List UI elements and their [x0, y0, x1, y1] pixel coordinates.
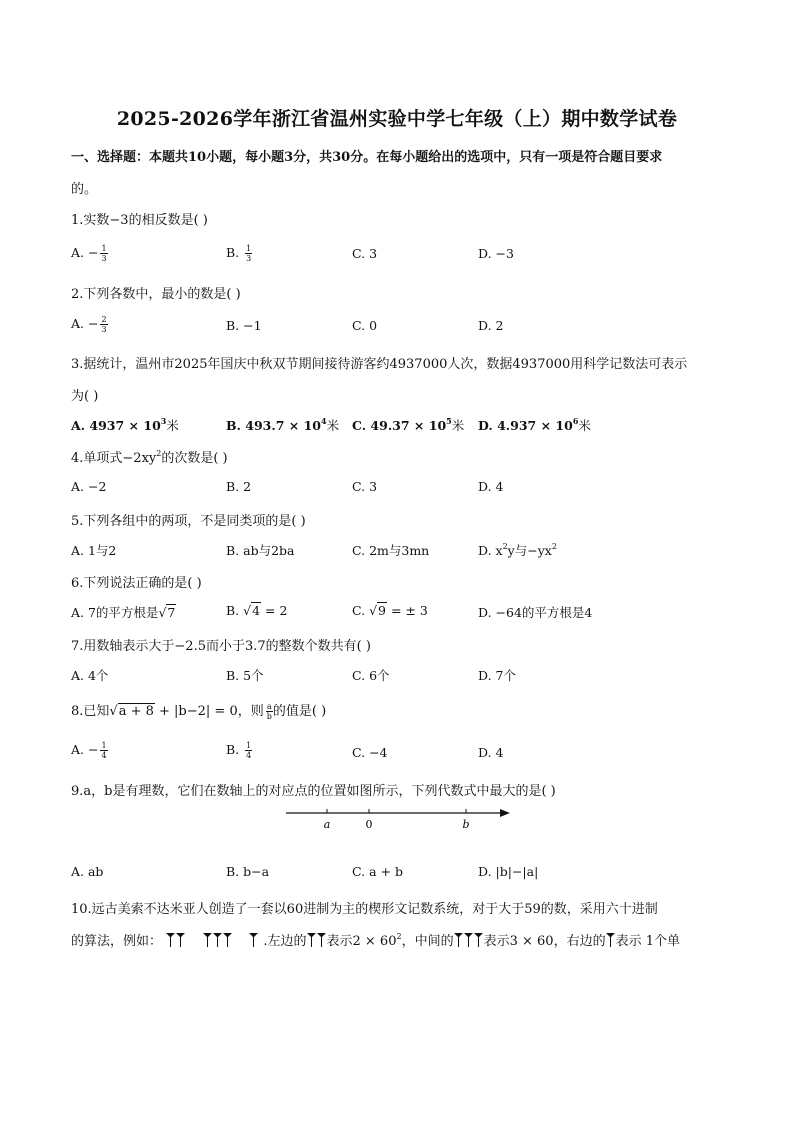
- question-5-option-c: C. 2m与3mn: [352, 543, 430, 558]
- section1-instructions-cont: 的。: [71, 182, 98, 197]
- question-5-stem: 5.下列各组中的两项，不是同类项的是( ): [71, 514, 306, 529]
- cuneiform-wedge-icon: [249, 933, 258, 947]
- label-zero: 0: [365, 818, 373, 831]
- cuneiform-wedge-icon: [223, 933, 232, 947]
- question-2-stem: 2.下列各数中，最小的数是( ): [71, 287, 241, 302]
- cuneiform-wedge-icon: [176, 933, 185, 947]
- cuneiform-wedge-icon: [464, 933, 473, 947]
- question-4-option-c: C. 3: [352, 479, 378, 494]
- page-title: 2025-2026学年浙江省温州实验中学七年级（上）期中数学试卷: [116, 108, 678, 130]
- cuneiform-wedge-icon: [606, 933, 615, 947]
- question-4-stem: 4.单项式$-2xy^2$的次数是( ): [71, 449, 228, 466]
- question-3-option-d: D. $4.937 \times 10^6$米: [478, 416, 591, 433]
- section1-instructions: 一、选择题：本题共10小题，每小题3分，共30分。在每小题给出的选项中，只有一项是符合题目要求: [71, 150, 663, 165]
- question-6-option-c: C. √9 = ± 3: [352, 603, 428, 618]
- cuneiform-wedge-icon: [317, 933, 326, 947]
- question-7-option-d: D. 7个: [478, 668, 516, 683]
- question-8-stem: 8.已知√a + 8 + |b−2| = 0，则 $\frac{a}{b}$ 的值是( ): [71, 702, 327, 721]
- question-4-option-a: A. −2: [71, 479, 107, 494]
- question-6-option-d: D. −64的平方根是4: [478, 605, 593, 620]
- question-4-option-b: B. 2: [226, 479, 252, 494]
- number-line-arrow-icon: [500, 809, 510, 817]
- cuneiform-wedge-icon: [166, 933, 175, 947]
- question-4-option-d: D. 4: [478, 479, 504, 494]
- question-7-option-a: A. 4个: [71, 668, 109, 683]
- question-5-option-d: D. $x^2y$与$-yx^2$: [478, 542, 557, 558]
- question-1-option-a: A. − $\frac{1}{3}$: [71, 244, 107, 263]
- question-9-option-b: B. b−a: [226, 864, 270, 879]
- label-b: b: [462, 818, 470, 831]
- question-3-option-a: A. $4937 \times 10^3$米: [71, 416, 179, 433]
- question-7-stem: 7.用数轴表示大于−2.5而小于3.7的整数个数共有( ): [71, 639, 371, 654]
- cuneiform-wedge-icon: [213, 933, 222, 947]
- question-5-option-a: A. 1与2: [71, 543, 117, 558]
- question-2-option-a: A. − $\frac{2}{3}$: [71, 315, 107, 334]
- question-2-option-b: B. −1: [226, 318, 262, 333]
- question-3-option-b: B. $493.7 \times 10^4$米: [226, 416, 340, 433]
- cuneiform-example: [166, 934, 263, 949]
- question-1-option-c: C. 3: [352, 246, 378, 261]
- question-2-option-c: C. 0: [352, 318, 378, 333]
- question-3-stem: 3.据统计，温州市2025年国庆中秋双节期间接待游客约4937000人次，数据4937000用科学记数法可表示: [71, 357, 688, 372]
- question-8-option-a: A. − $\frac{1}{4}$: [71, 741, 107, 760]
- cuneiform-wedge-icon: [454, 933, 463, 947]
- question-8-option-d: D. 4: [478, 745, 504, 760]
- question-8-option-b: B. $\frac{1}{4}$: [226, 741, 252, 760]
- question-1-option-b: B. $\frac{1}{3}$: [226, 244, 252, 263]
- cuneiform-wedge-icon: [203, 933, 212, 947]
- question-10-stem-cont: 的算法，例如： .左边的 表示$2 \times 60^2$，中间的 表示3 × 60，右边的 表示 1个单: [71, 932, 680, 949]
- question-10-stem: 10.远古美索不达米亚人创造了一套以60进制为主的楔形文记数系统，对于大于59的数，采用六十进制: [71, 902, 658, 917]
- question-7-option-b: B. 5个: [226, 668, 264, 683]
- question-3-option-c: C. $49.37 \times 10^5$米: [352, 416, 465, 433]
- question-8-option-c: C. −4: [352, 745, 388, 760]
- question-7-option-c: C. 6个: [352, 668, 390, 683]
- question-6-option-a: A. 7的平方根是√7: [71, 605, 176, 620]
- question-9-option-c: C. a + b: [352, 864, 403, 879]
- question-6-stem: 6.下列说法正确的是( ): [71, 576, 202, 591]
- question-3-stem-cont: 为( ): [71, 389, 99, 404]
- question-1-option-d: D. −3: [478, 246, 514, 261]
- question-6-option-b: B. √4 = 2: [226, 603, 288, 618]
- question-9-option-a: A. ab: [71, 864, 104, 879]
- question-5-option-b: B. ab与2ba: [226, 543, 295, 558]
- cuneiform-wedge-icon: [307, 933, 316, 947]
- cuneiform-wedge-icon: [474, 933, 483, 947]
- question-1-stem: 1.实数−3的相反数是( ): [71, 213, 208, 228]
- number-line-figure: [280, 803, 520, 833]
- question-9-stem: 9.a，b是有理数，它们在数轴上的对应点的位置如图所示，下列代数式中最大的是( ): [71, 784, 556, 799]
- question-9-option-d: D. |b|−|a|: [478, 864, 539, 879]
- label-a: a: [323, 818, 331, 831]
- question-2-option-d: D. 2: [478, 318, 504, 333]
